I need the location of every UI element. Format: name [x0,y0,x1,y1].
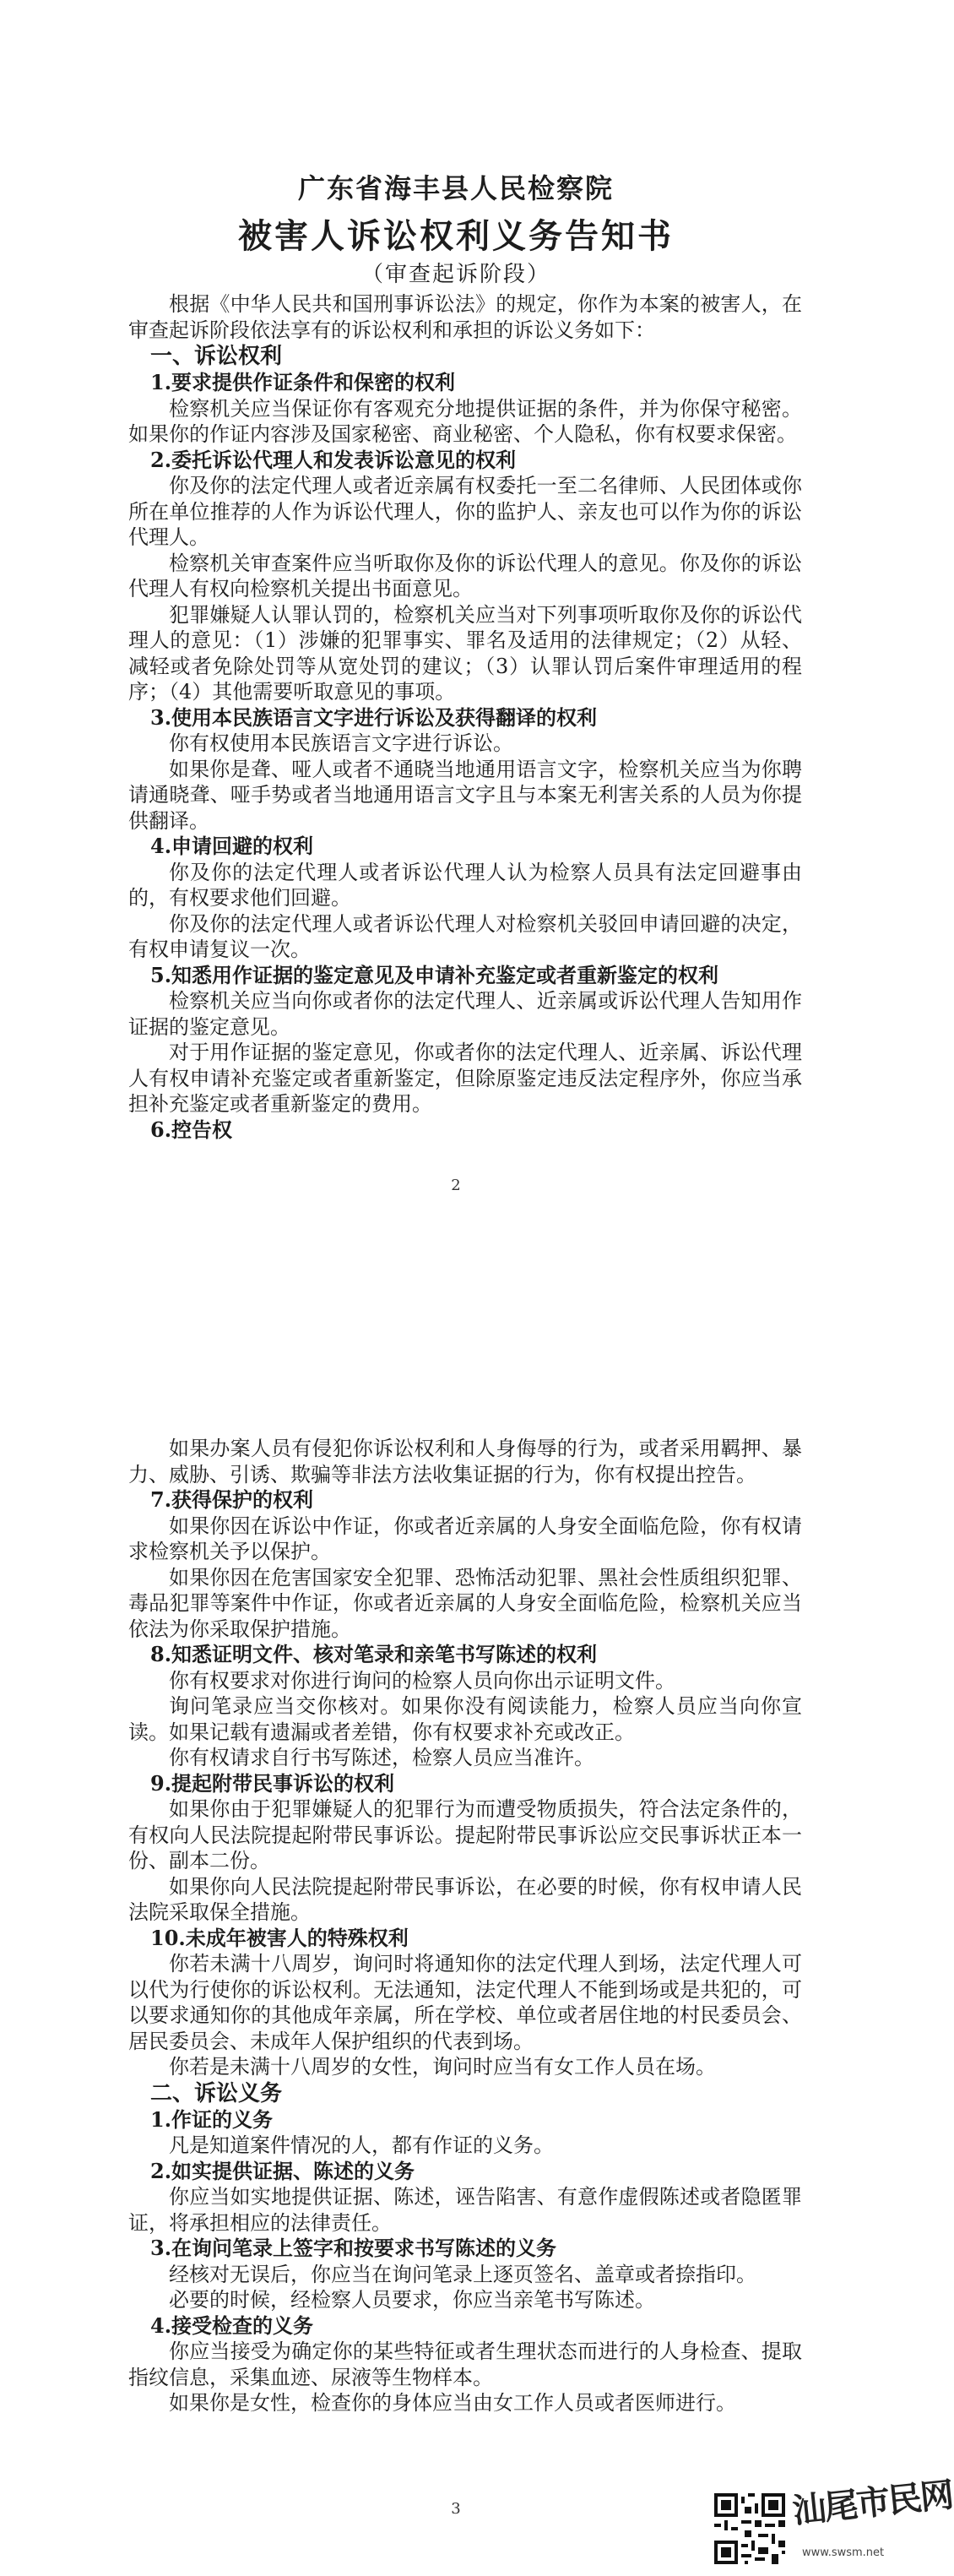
right-8-paragraph-3: 你有权请求自行书写陈述，检察人员应当准许。 [169,1746,594,1769]
page-body [128,1436,802,2416]
duty-3-heading: 3.在询问笔录上签字和按要求书写陈述的义务 [150,2236,557,2260]
right-2-heading: 2.委托诉讼代理人和发表诉讼意见的权利 [150,447,517,472]
right-7-paragraph-2: 如果你因在危害国家安全犯罪、恐怖活动犯罪、黑社会性质组织犯罪、毒品犯罪等案件中作证，你或者近亲属的人身安全面临危险，检察机关应当依法为你采取保护措施。 [128,1565,802,1641]
right-9-paragraph-2: 如果你向人民法院提起附带民事诉讼，在必要的时候，你有权申请人民法院采取保全措施。 [128,1874,802,1924]
qr-code-icon [714,2493,785,2564]
right-4-paragraph-2: 你及你的法定代理人或者诉讼代理人对检察机关驳回申请回避的决定，有权申请复议一次。 [128,911,802,961]
right-8-heading: 8.知悉证明文件、核对笔录和亲笔书写陈述的权利 [150,1642,598,1666]
right-10-heading: 10.未成年被害人的特殊权利 [150,1925,409,1950]
page-body [128,291,802,1143]
duty-4-heading: 4.接受检查的义务 [150,2312,314,2338]
right-10-paragraph-2: 你若是未满十八周岁的女性，询问时应当有女工作人员在场。 [169,2055,716,2079]
right-2-paragraph-1: 你及你的法定代理人或者近亲属有权委托一至二名律师、人民团体或你所在单位推荐的人作为诉讼代理人，你的监护人、亲友也可以作为你的诉讼代理人。 [128,474,802,549]
right-2-paragraph-2: 检察机关审查案件应当听取你及你的诉讼代理人的意见。你及你的诉讼代理人有权向检察机关提出书面意见。 [128,551,802,601]
right-4-paragraph-1: 你及你的法定代理人或者诉讼代理人认为检察人员具有法定回避事由的，有权要求他们回避。 [128,860,802,910]
page-number: 2 [451,1177,461,1194]
right-9-heading: 9.提起附带民事诉讼的权利 [150,1770,395,1796]
right-6-heading: 6.控告权 [150,1117,233,1142]
intro-paragraph: 根据《中华人民共和国刑事诉讼法》的规定，你作为本案的被害人，在审查起诉阶段依法享有的诉讼权利和承担的诉讼义务如下： [128,292,802,342]
right-10-paragraph-1: 你若未满十八周岁，询问时将通知你的法定代理人到场，法定代理人可以代为行使你的诉讼权利。无法通知，法定代理人不能到场或是共犯的，可以要求通知你的其他成年亲属，所在学校、单位或者居住地的村民委员会、居民委员会、未成年人保护组织的代表到场。 [128,1952,802,2053]
site-watermark [714,2471,954,2564]
duty-1-heading: 1.作证的义务 [150,2106,274,2132]
right-9-paragraph-1: 如果你由于犯罪嫌疑人的犯罪行为而遭受物质损失，符合法定条件的，有权向人民法院提起附带民事诉讼。提起附带民事诉讼应交民事诉状正本一份、副本二份。 [128,1797,802,1872]
document-page-3 [0,1267,912,2576]
page-number: 3 [451,2500,461,2518]
right-1-heading: 1.要求提供作证条件和保密的权利 [150,370,456,394]
duty-3-paragraph-1: 经核对无误后，你应当在询问笔录上逐页签名、盖章或者捺指印。 [169,2262,756,2286]
duty-1-paragraph: 凡是知道案件情况的人，都有作证的义务。 [169,2133,554,2157]
right-3-paragraph-2: 如果你是聋、哑人或者不通晓当地通用语言文字，检察机关应当为你聘请通晓聋、哑手势或者当地通用语言文字且与本案无利害关系的人员为你提供翻译。 [128,757,802,833]
right-8-paragraph-2: 询问笔录应当交你核对。如果你没有阅读能力，检察人员应当向你宣读。如果记载有遗漏或者差错，你有权要求补充或改正。 [128,1694,802,1744]
right-5-paragraph-2: 对于用作证据的鉴定意见，你或者你的法定代理人、近亲属、诉讼代理人有权申请补充鉴定或者重新鉴定，但除原鉴定违反法定程序外，你应当承担补充鉴定或者重新鉴定的费用。 [128,1041,802,1116]
document-page-2 [0,0,912,1267]
section-obligations-heading: 二、诉讼义务 [150,2080,283,2106]
duty-4-paragraph-1: 你应当接受为确定你的某些特征或者生理状态而进行的人身检查、提取指纹信息，采集血迹、尿液等生物样本。 [128,2340,802,2389]
duty-3-paragraph-2: 必要的时候，经检察人员要求，你应当亲笔书写陈述。 [169,2288,655,2312]
duty-4-paragraph-2: 如果你是女性，检查你的身体应当由女工作人员或者医师进行。 [169,2391,736,2415]
watermark-url: www.swsm.net [802,2546,885,2559]
right-4-heading: 4.申请回避的权利 [150,834,314,858]
right-1-paragraph: 检察机关应当保证你有客观充分地提供证据的条件，并为你保守秘密。如果你的作证内容涉及国家秘密、商业秘密、个人隐私，你有权要求保密。 [128,396,802,446]
right-6-paragraph: 如果办案人员有侵犯你诉讼权利和人身侮辱的行为，或者采用羁押、暴力、威胁、引诱、欺骗等非法方法收集证据的行为，你有权提出控告。 [128,1437,802,1486]
stage-label: （审查起诉阶段） [360,262,550,287]
watermark-brush-text: 汕尾市民网 [790,2475,954,2531]
right-7-paragraph-1: 如果你因在诉讼中作证，你或者近亲属的人身安全面临危险，你有权请求检察机关予以保护。 [128,1514,802,1563]
right-5-heading: 5.知悉用作证据的鉴定意见及申请补充鉴定或者重新鉴定的权利 [150,962,719,987]
organization-title: 广东省海丰县人民检察院 [297,172,614,204]
right-5-paragraph-1: 检察机关应当向你或者你的法定代理人、近亲属或诉讼代理人告知用作证据的鉴定意见。 [128,989,802,1039]
duty-2-heading: 2.如实提供证据、陈述的义务 [150,2158,415,2183]
right-7-heading: 7.获得保护的权利 [150,1487,314,1512]
right-2-paragraph-3: 犯罪嫌疑人认罪认罚的，检察机关应当对下列事项听取你及你的诉讼代理人的意见：（1）涉嫌的犯罪事实、罪名及适用的法律规定；（2）从轻、减轻或者免除处罚等从宽处罚的建议；（3）认罪认罚后案件审理适用的程序；（4）其他需要听取意见的事项。 [128,602,802,704]
right-3-heading: 3.使用本民族语言文字进行诉讼及获得翻译的权利 [150,704,598,730]
document-title: 被害人诉讼权利义务告知书 [238,216,674,256]
right-8-paragraph-1: 你有权要求对你进行询问的检察人员向你出示证明文件。 [169,1668,675,1693]
section-rights-heading: 一、诉讼权利 [150,344,283,369]
duty-2-paragraph: 你应当如实地提供证据、陈述，诬告陷害、有意作虚假陈述或者隐匿罪证，将承担相应的法律责任。 [128,2185,802,2235]
right-3-paragraph-1: 你有权使用本民族语言文字进行诉讼。 [169,731,513,755]
